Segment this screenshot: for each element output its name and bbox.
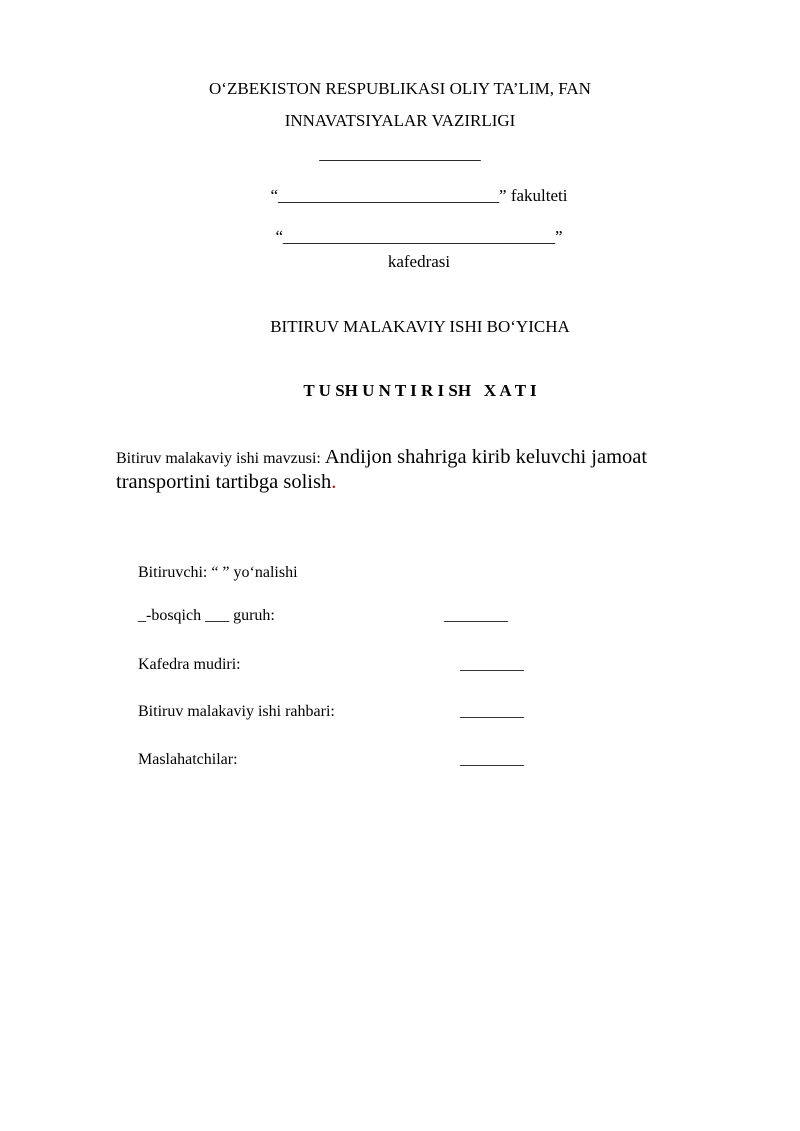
theme-text-line-2: transportini tartibga solish — [116, 471, 332, 493]
course-group-label: _-bosqich ___ guruh: — [138, 607, 275, 624]
graduate-direction-line: Bitiruvchi: “ ” yo‘nalishi — [138, 564, 298, 581]
department-head-label: Kafedra mudiri: — [138, 656, 241, 673]
supervisor-signature-line: ________ — [460, 703, 524, 720]
course-group-signature-line: ________ — [444, 607, 508, 624]
theme-block — [116, 447, 647, 468]
theme-label: Bitiruv malakaviy ishi mavzusi: — [116, 450, 321, 467]
department-blank-line: “________________________________” — [275, 227, 563, 246]
faculty-line: “__________________________” fakulteti — [270, 186, 568, 205]
consultants-label: Maslahatchilar: — [138, 751, 238, 768]
department-head-signature-line: ________ — [460, 656, 524, 673]
theme-text-line-1: Andijon shahriga kirib keluvchi jamoat — [324, 446, 648, 468]
document-main-title: T U SH U N T I R I SH X A T I — [303, 381, 537, 400]
theme-block-line-2 — [116, 472, 336, 493]
ministry-line-2: INNAVATSIYALAR VAZIRLIGI — [284, 111, 516, 130]
document-subtitle: BITIRUV MALAKAVIY ISHI BO‘YICHA — [270, 317, 570, 336]
department-label: kafedrasi — [387, 252, 451, 271]
ministry-line-1: O‘ZBEKISTON RESPUBLIKASI OLIY TA’LIM, FAN — [209, 79, 591, 98]
consultants-signature-line: ________ — [460, 751, 524, 768]
institution-blank-line: ___________________ — [319, 144, 481, 163]
theme-end-mark: . — [331, 471, 337, 493]
supervisor-label: Bitiruv malakaviy ishi rahbari: — [138, 703, 335, 720]
